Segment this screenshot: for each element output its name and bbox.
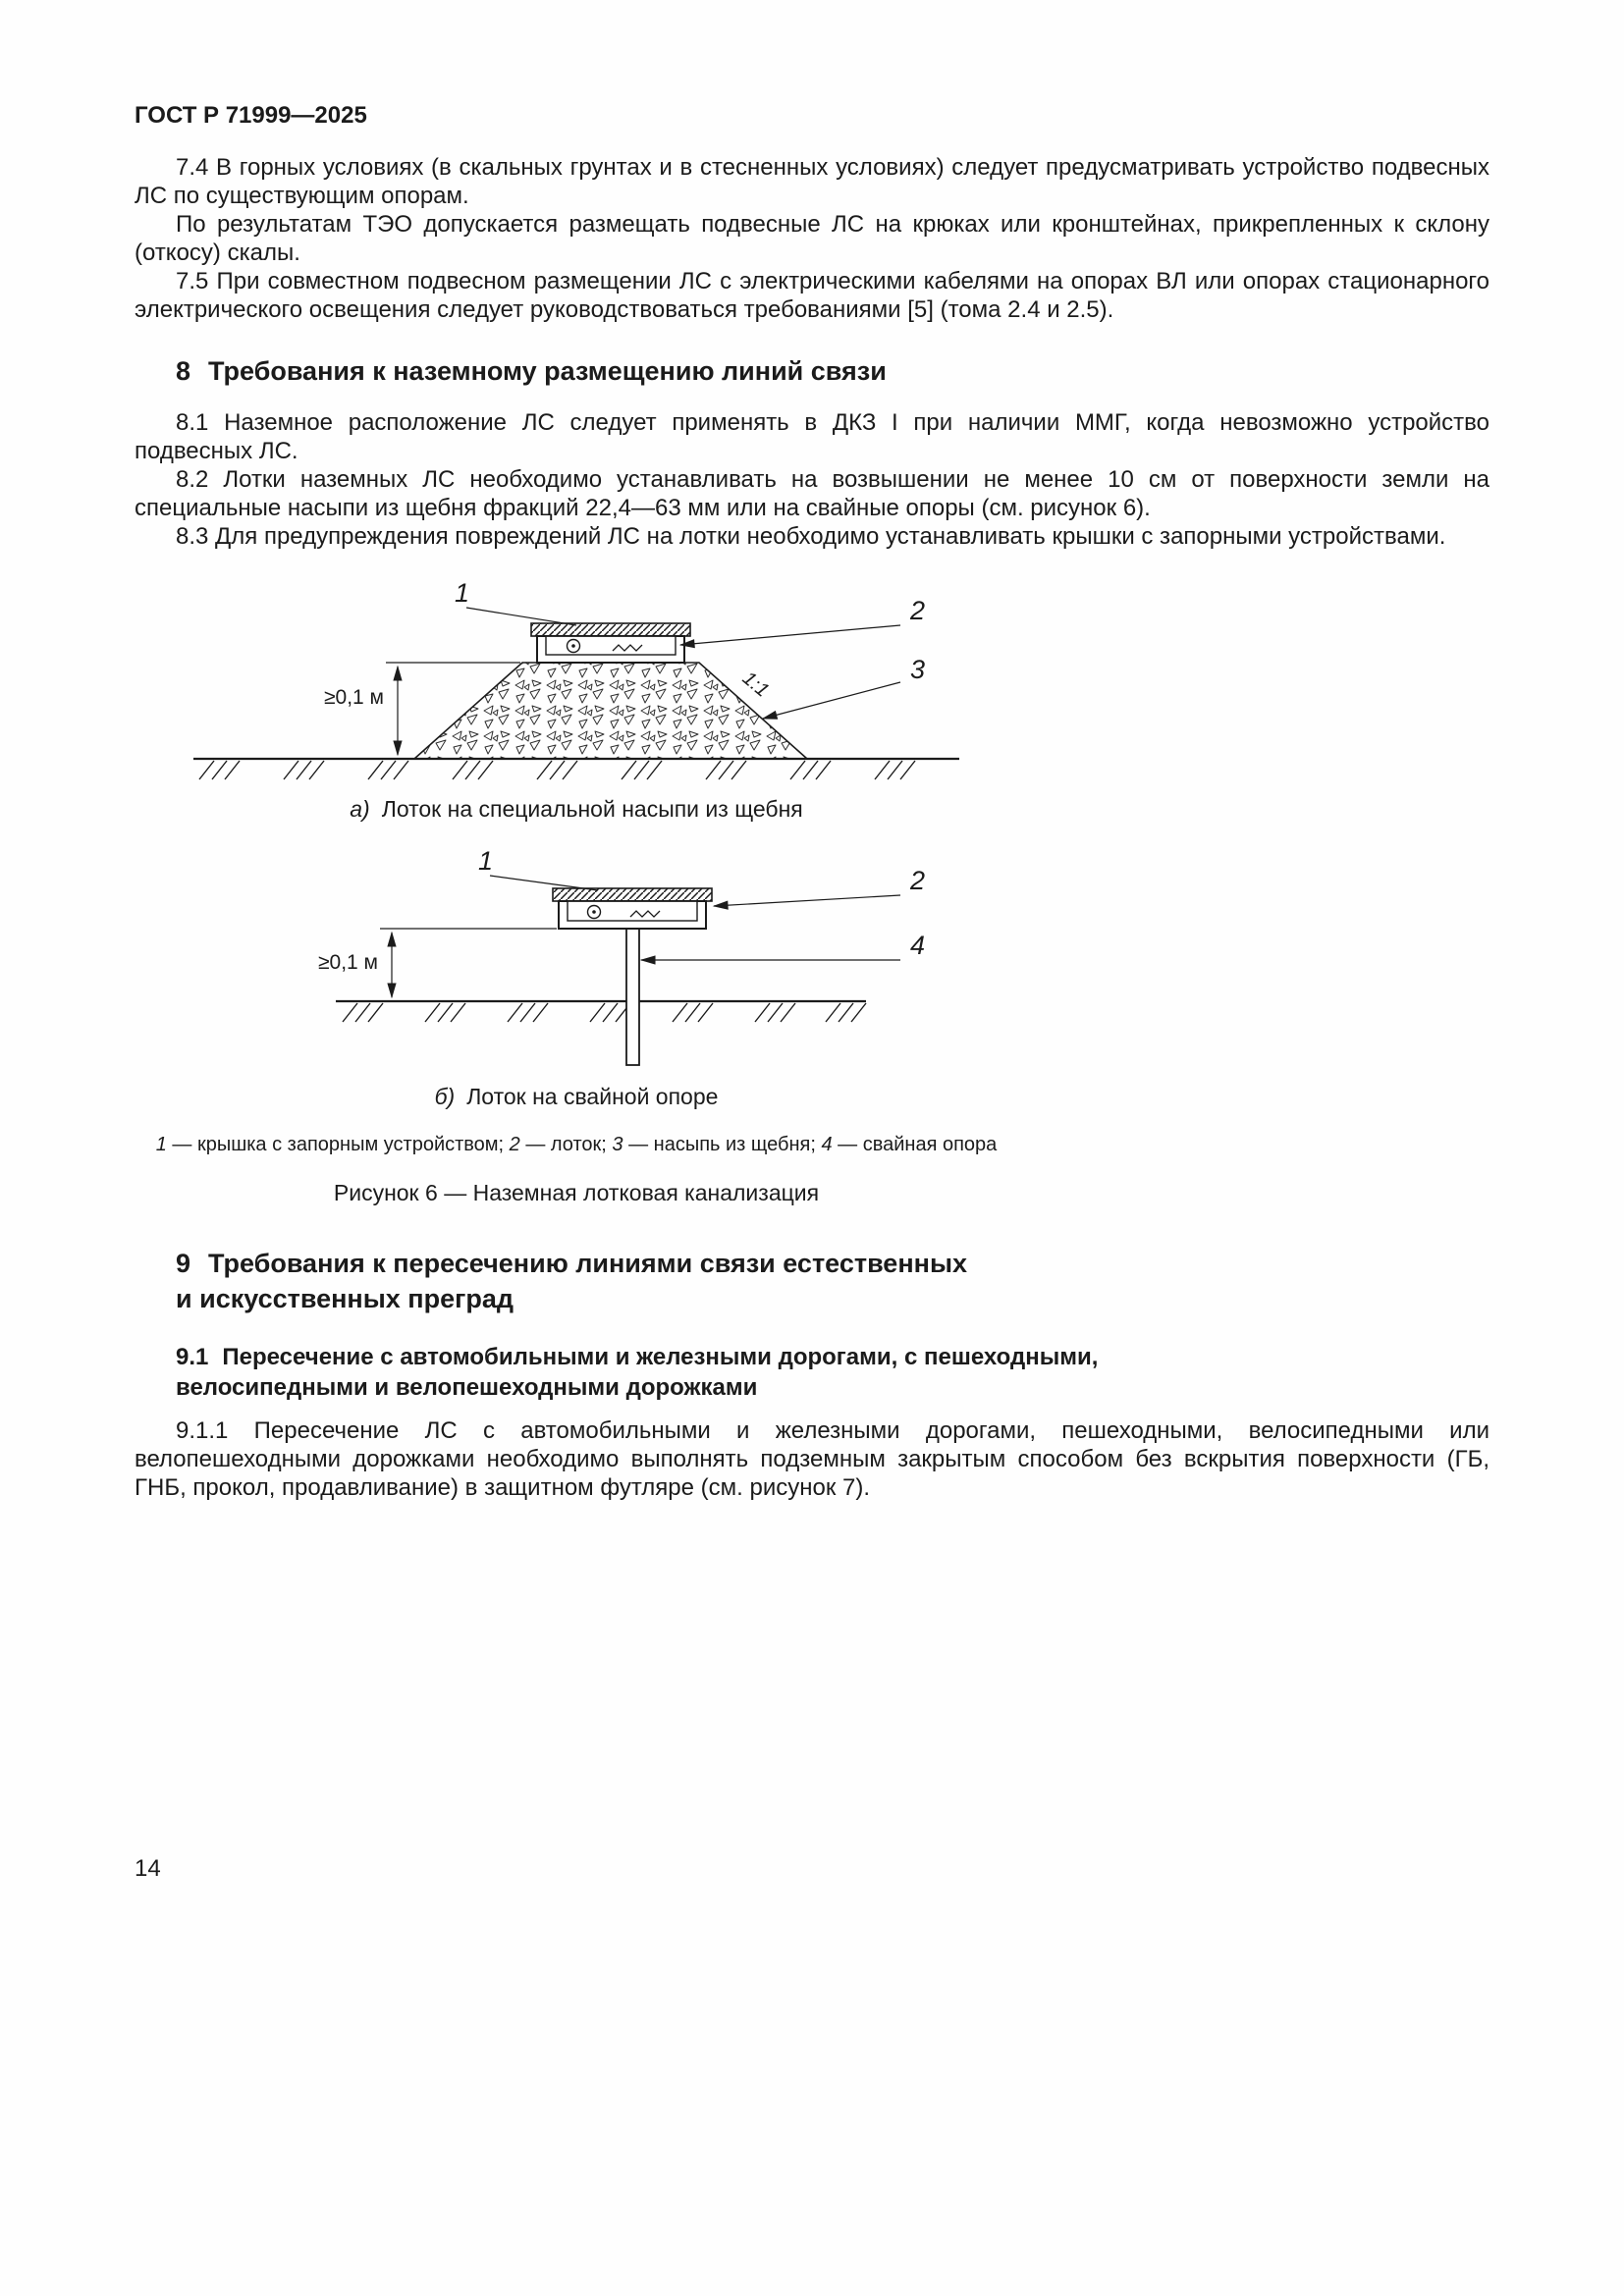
callout-2-label: 2 xyxy=(910,596,926,625)
tray-lid xyxy=(531,623,690,636)
section-9-number: 9 xyxy=(176,1249,191,1278)
callout-3-label: 3 xyxy=(910,655,926,684)
figure-b-caption-text: Лоток на свайной опоре xyxy=(466,1084,719,1109)
legend-text-3: — насыпь из щебня; xyxy=(623,1134,822,1155)
cable-center-dot xyxy=(592,910,596,914)
tray-cavity xyxy=(546,636,676,655)
diagram-b-tray-on-pile xyxy=(135,844,1018,1072)
callout-2-leader xyxy=(714,895,900,906)
legend-num-2: 2 xyxy=(509,1134,520,1155)
section-9-heading xyxy=(176,1246,1489,1316)
slope-ratio-label: 1:1 xyxy=(737,667,774,702)
doc-code-header: ГОСТ Р 71999—2025 xyxy=(135,102,367,129)
legend-num-1: 1 xyxy=(155,1134,167,1155)
section-9-title-line1: Требования к пересечению линиями связи естественных xyxy=(208,1249,968,1278)
ground-hatching xyxy=(343,1003,866,1022)
paragraph-8-3: 8.3 Для предупреждения повреждений ЛС на лотки необходимо устанавливать крышки с запорными устройствами. xyxy=(176,523,1446,550)
callout-3-leader xyxy=(763,682,900,719)
figure-a-caption-text: Лоток на специальной насыпи из щебня xyxy=(381,796,803,822)
paragraph-7-4a: По результатам ТЭО допускается размещать подвесные ЛС на крюках или кронштейнах, прикрепленных к склону (откосу) скалы. xyxy=(135,211,1489,266)
legend-text-2: — лоток; xyxy=(519,1134,613,1155)
callout-1-label: 1 xyxy=(455,578,470,608)
figure-b-caption-letter: б) xyxy=(434,1084,456,1109)
diagram-a-tray-on-gravel-mound xyxy=(135,576,1018,784)
tray-lid xyxy=(553,888,712,901)
section-9-1-number: 9.1 xyxy=(176,1344,209,1370)
figure-b-caption xyxy=(135,1084,1018,1110)
page-content xyxy=(135,102,1489,1502)
figure-a-caption-letter: а) xyxy=(350,796,370,822)
pile-support xyxy=(626,929,639,1065)
legend-num-3: 3 xyxy=(612,1134,623,1155)
dimension-label: ≥0,1 м xyxy=(324,686,384,709)
section-9-1-heading-line-1 xyxy=(176,1342,1489,1372)
section-8-number: 8 xyxy=(176,356,191,386)
cable-center-dot xyxy=(571,644,575,648)
callout-2-leader xyxy=(680,625,900,645)
paragraph-8-1: 8.1 Наземное расположение ЛС следует применять в ДКЗ I при наличии ММГ, когда невозможно устройство подвесных ЛС. xyxy=(135,409,1489,464)
paragraph-7-5: 7.5 При совместном подвесном размещении ЛС с электрическими кабелями на опорах ВЛ или опорах стационарного электрического освещения следует руководствоваться требованиями [5] (тома 2.4 и 2.5). xyxy=(135,268,1489,323)
page-number: 14 xyxy=(135,1855,161,1882)
ground-hatching xyxy=(199,761,915,779)
callout-1-label: 1 xyxy=(478,846,494,876)
legend-text-1: — крышка с запорным устройством; xyxy=(166,1134,510,1155)
paragraph-9-1-1: 9.1.1 Пересечение ЛС с автомобильными и железными дорогами, пешеходными, велосипедными или велопешеходными дорожками необходимо выполнять подземным закрытым способом без вскрытия поверхности (ГБ, ГНБ, прокол, продавливание) в защитном футляре (см. рисунок 7). xyxy=(135,1417,1489,1501)
section-9-title-line2: и искусственных преград xyxy=(176,1284,514,1313)
paragraph-8-2: 8.2 Лотки наземных ЛС необходимо устанавливать на возвышении не менее 10 см от поверхности земли на специальные насыпи из щебня фракций 22,4—63 мм или на свайные опоры (см. рисунок 6). xyxy=(135,466,1489,521)
callout-2-label: 2 xyxy=(910,866,926,895)
legend-num-4: 4 xyxy=(821,1134,833,1155)
callout-1-leader xyxy=(490,876,598,890)
figure-legend xyxy=(135,1134,1018,1156)
section-8-title: Требования к наземному размещению линий связи xyxy=(208,356,887,386)
section-9-1-title-line1: Пересечение с автомобильными и железными дорогами, с пешеходными, xyxy=(222,1344,1099,1370)
section-9-heading-line-1 xyxy=(176,1246,1489,1281)
section-9-1-heading xyxy=(176,1342,1489,1403)
dimension-label: ≥0,1 м xyxy=(318,951,378,974)
tray-cavity xyxy=(568,901,697,921)
section-8-heading xyxy=(176,353,1489,389)
figure-a-caption xyxy=(135,796,1018,823)
section-9-1-title-line2: велосипедными и велопешеходными дорожками xyxy=(176,1374,758,1401)
figure-6-block xyxy=(135,576,1018,1206)
callout-4-label: 4 xyxy=(910,931,926,960)
callout-1-leader xyxy=(466,608,576,625)
paragraph-7-4: 7.4 В горных условиях (в скальных грунтах и в стесненных условиях) следует предусматривать устройство подвесных ЛС по существующим опорам. xyxy=(135,154,1489,209)
legend-text-4: — свайная опора xyxy=(832,1134,998,1155)
figure-6-title: Рисунок 6 — Наземная лотковая канализация xyxy=(333,1180,820,1205)
